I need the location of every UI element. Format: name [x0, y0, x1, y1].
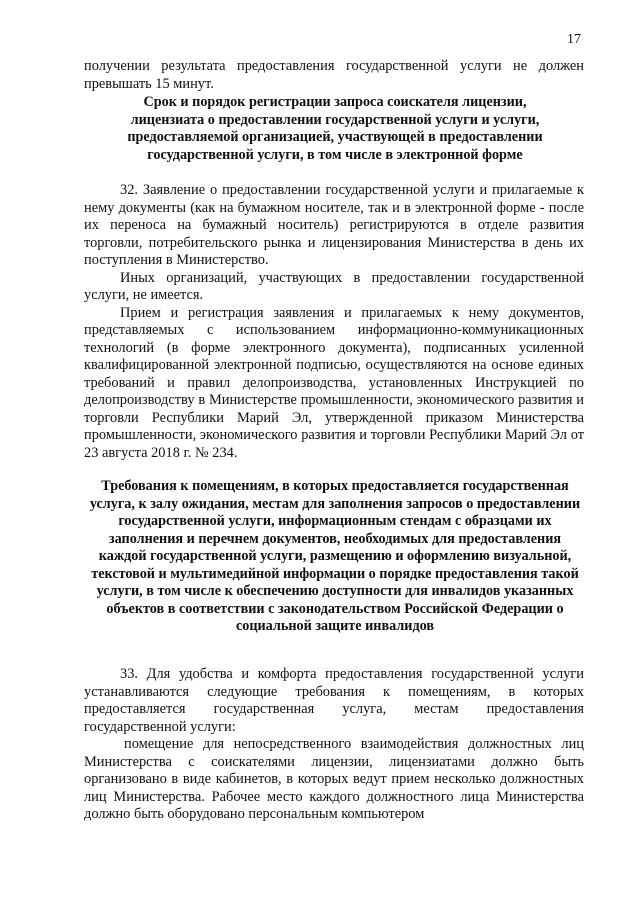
- intro-paragraph: получении результата предоставления государственной услуги не должен превышать 15 минут.: [84, 58, 584, 92]
- section-premises-body: [84, 666, 584, 824]
- section-heading-registration: Срок и порядок регистрации запроса соискателя лицензии, лицензиата о предоставлении государственной услуги и услуги, предоставляемой организацией, участвующей в предоставлении государственной услуги, в том числе в электронной форме: [127, 94, 543, 163]
- paragraph-33: 33. Для удобства и комфорта предоставления государственной услуги устанавливаются следующие требования к помещениям, в которых предоставляется государственная услуга, местам предоставления государственной услуги:: [84, 666, 584, 735]
- paragraph-electronic-registration: Прием и регистрация заявления и прилагаемых к нему документов, представляемых с использованием информационно-коммуникационных технологий (в форме электронного документа), подписанных усиленной квалифицированной электронной подписью, осуществляются на основе единых требований и правил делопроизводства, установленных Инструкцией по делопроизводству в Министерстве промышленности, экономического развития и торговли Республики Марий Эл, утвержденной приказом Министерства промышленности, экономического развития и торговли Республики Марий Эл от 23 августа 2018 г. № 234.: [84, 304, 584, 461]
- paragraph-premises-requirements: помещение для непосредственного взаимодействия должностных лиц Министерства с соискателями лицензии, лицензиатами должно быть организовано в виде кабинетов, в которых ведут прием несколько должностных лиц Министерства. Рабочее место каждого должностного лица Министерства должно быть оборудовано персональным компьютером: [84, 736, 584, 822]
- intro-paragraph-block: [84, 58, 584, 93]
- paragraph-other-organizations: Иных организаций, участвующих в предоставлении государственной услуги, не имеется.: [84, 269, 584, 303]
- paragraph-32: 32. Заявление о предоставлении государственной услуги и прилагаемые к нему документы (как на бумажном носителе, так и в электронной форме - после их переноса на бумажный носитель) регистрируются в отделе развития торговли, потребительского рынка и лицензирования Министерства в день их поступления в Министерство.: [84, 182, 584, 268]
- section-heading-premises: Требования к помещениям, в которых предоставляется государственная услуга, к залу ожидания, местам для заполнения запросов о предоставлении государственной услуги, информационным стендам с образцами их заполнения и перечнем документов, необходимых для предоставления каждой государственной услуги, размещению и оформлению визуальной, текстовой и мультимедийной информации о порядке предоставления такой услуги, в том числе к обеспечению доступности для инвалидов указанных объектов в соответствии с законодательством Российской Федерации о социальной защите инвалидов: [89, 478, 581, 634]
- section-registration-body: [84, 182, 584, 462]
- page-number: 17: [567, 32, 581, 47]
